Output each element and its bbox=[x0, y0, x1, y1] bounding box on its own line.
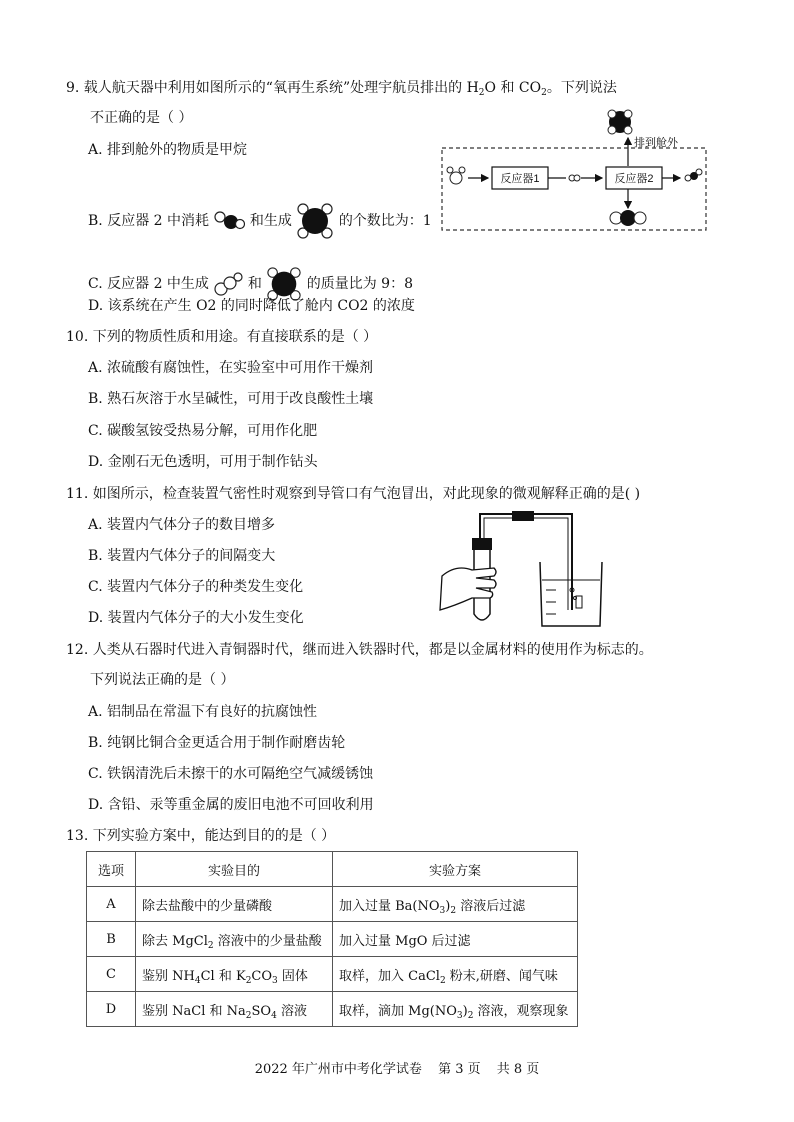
footer-page: 第 3 页 bbox=[438, 1062, 481, 1077]
airtightness-apparatus-illustration bbox=[436, 506, 606, 630]
experiment-table bbox=[86, 851, 578, 1027]
hydrogen-molecule-icon bbox=[213, 271, 243, 297]
q12-option-d: D. 含铅、汞等重金属的废旧电池不可回收利用 bbox=[88, 797, 374, 813]
q11-option-b: B. 装置内气体分子的间隔变大 bbox=[88, 548, 276, 564]
q13-stem: 13. 下列实验方案中，能达到目的的是（ ） bbox=[66, 828, 336, 844]
row-aim: 除去盐酸中的少量磷酸 bbox=[136, 887, 333, 922]
input-molecules-icon bbox=[447, 167, 465, 184]
page-footer bbox=[0, 1058, 794, 1077]
q11-option-d: D. 装置内气体分子的大小发生变化 bbox=[88, 610, 304, 626]
row-plan: 加入过量 MgO 后过滤 bbox=[333, 922, 578, 957]
q12-option-b: B. 纯钢比铜合金更适合用于制作耐磨齿轮 bbox=[88, 735, 346, 751]
table-header-row bbox=[87, 852, 578, 887]
header-option: 选项 bbox=[87, 852, 136, 887]
table-row bbox=[87, 957, 578, 992]
water-molecule-icon bbox=[213, 210, 245, 232]
q10-option-b: B. 熟石灰溶于水呈碱性，可用于改良酸性土壤 bbox=[88, 391, 374, 407]
q9-option-c: C. 反应器 2 中生成 和 的质量比为 9：8 bbox=[88, 266, 413, 302]
q11-stem: 11. 如图所示，检查装置气密性时观察到导管口有气泡冒出，对此现象的微观解释正确的是( ) bbox=[66, 486, 641, 502]
exhaust-methane-icon bbox=[608, 110, 632, 134]
row-aim: 鉴别 NaCl 和 $Na_2SO_4$ 溶液 bbox=[136, 992, 333, 1027]
q11-option-a: A. 装置内气体分子的数目增多 bbox=[88, 517, 276, 533]
footer-title: 2022 年广州市中考化学试卷 bbox=[254, 1062, 422, 1077]
row-aim: 除去 MgCl$_2$ 溶液中的少量盐酸 bbox=[136, 922, 333, 957]
row-aim: 鉴别 $NH_4Cl$ 和 $K_2CO_3$ 固体 bbox=[136, 957, 333, 992]
water-output-icon bbox=[685, 169, 702, 181]
row-option: A bbox=[87, 887, 136, 922]
row-plan: 取样，滴加 $Mg(NO_3)_2$ 溶液，观察现象 bbox=[333, 992, 578, 1027]
q12-option-c: C. 铁锅清洗后未擦干的水可隔绝空气减缓锈蚀 bbox=[88, 766, 374, 782]
row-plan: 取样，加入 CaCl$_2$ 粉末,研磨、闻气味 bbox=[333, 957, 578, 992]
q9-option-a: A. 排到舱外的物质是甲烷 bbox=[88, 142, 248, 158]
footer-total: 共 8 页 bbox=[496, 1062, 540, 1077]
exhaust-label: 排到舱外 bbox=[634, 137, 678, 149]
table-row bbox=[87, 992, 578, 1027]
hydrogen-icon bbox=[569, 175, 580, 181]
row-option: B bbox=[87, 922, 136, 957]
q10-stem: 10. 下列的物质性质和用途。有直接联系的是（ ） bbox=[66, 329, 378, 345]
q9-option-b: B. 反应器 2 中消耗 和生成 的个数比为：1 bbox=[88, 202, 432, 240]
q12-stem-line1: 12. 人类从石器时代进入青铜器时代，继而进入铁器时代，都是以金属材料的使用作为标志的。 bbox=[66, 642, 653, 658]
header-aim: 实验目的 bbox=[136, 852, 333, 887]
oxygen-regeneration-diagram bbox=[436, 104, 716, 236]
row-option: C bbox=[87, 957, 136, 992]
row-plan: 加入过量 $Ba(NO_3)_2$ 溶液后过滤 bbox=[333, 887, 578, 922]
table-row bbox=[87, 887, 578, 922]
methane-molecule-icon bbox=[296, 202, 334, 240]
reactor-1-label: 反应器1 bbox=[500, 173, 540, 185]
reactor-2-label: 反应器2 bbox=[614, 173, 654, 185]
q9-stem-line2: 不正确的是（ ） bbox=[90, 110, 193, 126]
q9-stem-line1: 9. 载人航天器中利用如图所示的“氧再生系统”处理宇航员排出的 $H_2O$ 和 $CO_2$。下列说法 bbox=[66, 80, 617, 98]
co2-output-icon bbox=[610, 210, 646, 226]
q12-option-a: A. 铝制品在常温下有良好的抗腐蚀性 bbox=[88, 704, 318, 720]
q12-stem-line2: 下列说法正确的是（ ） bbox=[90, 672, 235, 688]
q10-option-d: D. 金刚石无色透明，可用于制作钻头 bbox=[88, 454, 318, 470]
table-row bbox=[87, 922, 578, 957]
q10-option-a: A. 浓硫酸有腐蚀性，在实验室中可用作干燥剂 bbox=[88, 360, 374, 376]
q9-option-d: D. 该系统在产生 O2 的同时降低了舱内 CO2 的浓度 bbox=[88, 298, 415, 314]
q11-option-c: C. 装置内气体分子的种类发生变化 bbox=[88, 579, 304, 595]
header-plan: 实验方案 bbox=[333, 852, 578, 887]
q10-option-c: C. 碳酸氢铵受热易分解，可用作化肥 bbox=[88, 423, 318, 439]
row-option: D bbox=[87, 992, 136, 1027]
